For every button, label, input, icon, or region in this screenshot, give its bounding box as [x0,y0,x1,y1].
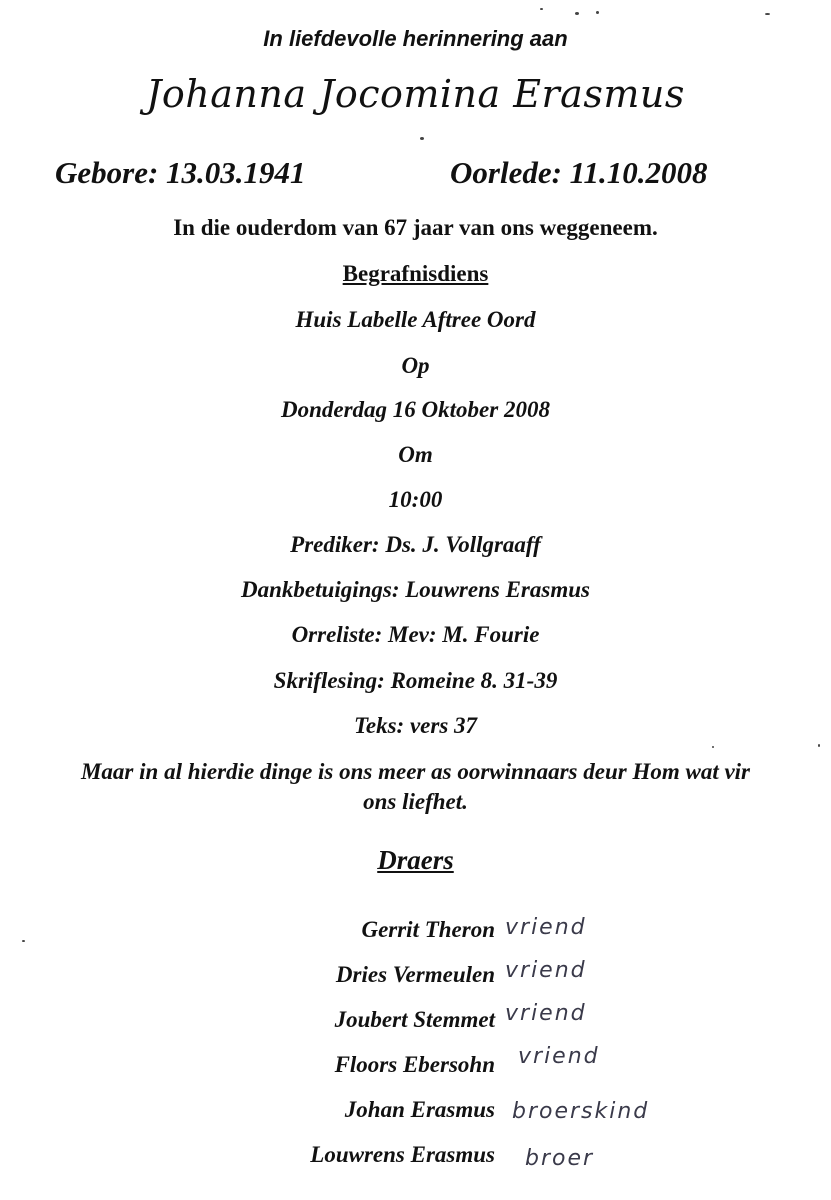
bearer-relation: broer [525,1146,595,1171]
bearer-row [0,958,831,992]
bearer-row [0,1044,831,1082]
intro-text: In liefdevolle herinnering aan [263,26,568,51]
bearer-relation: vriend [505,1001,587,1026]
service-organist: Orreliste: Mev: M. Fourie [291,622,540,647]
bearer-row [0,1097,831,1127]
scan-speck [540,8,543,10]
bearer-row [0,917,831,947]
deceased-name: Johanna Jocomina Erasmus [146,72,685,116]
bearer-name: Gerrit Theron [361,917,495,942]
scan-speck [596,11,599,14]
bearer-relation: vriend [505,915,587,940]
scan-speck [22,940,25,942]
birth-date: Gebore: 13.03.1941 [55,155,306,190]
scripture-verse [0,757,831,817]
service-time: 10:00 [388,487,443,512]
bearer-name: Louwrens Erasmus [310,1142,495,1167]
service-date: Donderdag 16 Oktober 2008 [281,397,550,422]
service-venue: Huis Labelle Aftree Oord [295,307,536,332]
service-reading: Skriflesing: Romeine 8. 31-39 [273,668,558,693]
bearers-heading: Draers [377,845,454,875]
bearer-relation: broerskind [512,1099,650,1124]
service-om: Om [398,442,433,467]
bearer-row [0,1001,831,1037]
service-op: Op [401,353,430,378]
service-heading: Begrafnisdiens [342,261,489,286]
bearer-name: Dries Vermeulen [335,962,495,987]
scan-speck [765,13,770,15]
scan-speck [575,12,579,15]
bearer-relation: vriend [518,1044,600,1069]
age-line: In die ouderdom van 67 jaar van ons weggeneem. [173,215,658,240]
death-date: Oorlede: 11.10.2008 [450,155,708,190]
bearer-name: Floors Ebersohn [334,1052,495,1077]
bearer-name: Joubert Stemmet [334,1007,495,1032]
verse-line-2: ons liefhet. [363,789,468,814]
bearer-relation: vriend [505,958,587,983]
scan-speck [712,746,714,748]
service-text: Teks: vers 37 [353,713,478,738]
verse-line-1: Maar in al hierdie dinge is ons meer as oorwinnaars deur Hom wat vir [80,759,751,784]
service-thanks: Dankbetuigings: Louwrens Erasmus [241,577,590,602]
scan-speck [420,137,424,140]
scan-speck [818,744,820,747]
bearer-name: Johan Erasmus [344,1097,495,1122]
bearer-row [0,1142,831,1172]
service-preacher: Prediker: Ds. J. Vollgraaff [290,532,541,557]
